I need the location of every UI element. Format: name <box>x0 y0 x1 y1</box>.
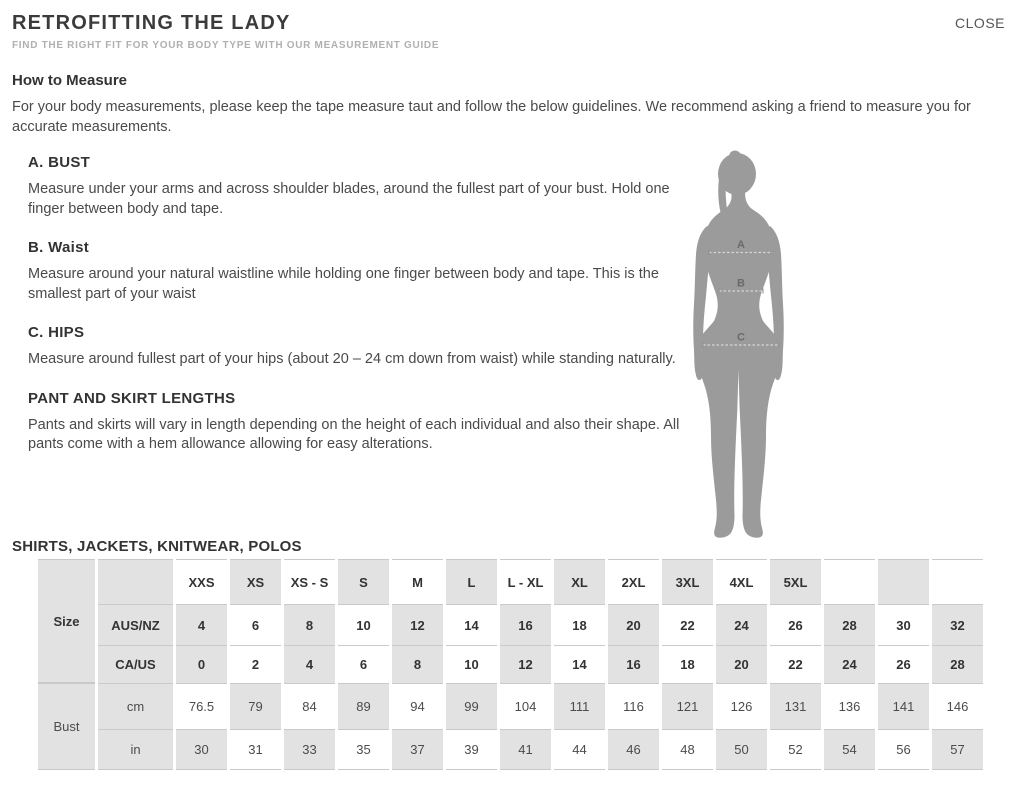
size-value-cell: 35 <box>338 729 389 770</box>
row-group-bust: Bust <box>38 683 95 770</box>
how-to-measure-intro: For your body measurements, please keep the tape measure taut and follow the below guidelines. We recommend asking a friend to measure you for accurate measurements. <box>12 99 971 135</box>
marker-c-label: C <box>737 331 745 344</box>
size-chart-body <box>38 559 983 770</box>
size-value-cell: 12 <box>392 604 443 645</box>
how-to-measure-section <box>12 72 1011 137</box>
size-value-cell: 26 <box>770 604 821 645</box>
section-pant-skirt <box>28 390 688 455</box>
section-waist-body: Measure around your natural waistline while holding one finger between body and tape. This is the smallest part of your waist <box>28 266 659 302</box>
size-col-header: S <box>338 559 389 604</box>
size-value-cell: 56 <box>878 729 929 770</box>
row-label: AUS/NZ <box>98 604 173 645</box>
body-silhouette-figure <box>683 148 800 540</box>
row-label: cm <box>98 683 173 729</box>
size-value-cell: 89 <box>338 683 389 729</box>
size-col-header: 3XL <box>662 559 713 604</box>
size-value-cell: 28 <box>932 645 983 683</box>
size-value-cell: 22 <box>662 604 713 645</box>
size-value-cell: 20 <box>716 645 767 683</box>
section-waist-heading: B. Waist <box>28 239 90 256</box>
size-chart-table <box>35 559 986 770</box>
row-label: CA/US <box>98 645 173 683</box>
header-spacer-cell <box>98 559 173 604</box>
size-chart-section <box>12 538 1003 770</box>
size-value-cell: 28 <box>824 604 875 645</box>
size-col-header: XL <box>554 559 605 604</box>
size-value-cell: 14 <box>446 604 497 645</box>
size-col-header: L <box>446 559 497 604</box>
size-value-cell: 4 <box>284 645 335 683</box>
size-col-header: 4XL <box>716 559 767 604</box>
size-value-cell: 48 <box>662 729 713 770</box>
size-value-cell: 33 <box>284 729 335 770</box>
size-col-header: L - XL <box>500 559 551 604</box>
size-value-cell: 14 <box>554 645 605 683</box>
size-col-header: XS - S <box>284 559 335 604</box>
size-value-cell: 141 <box>878 683 929 729</box>
size-value-cell: 4 <box>176 604 227 645</box>
size-value-cell: 10 <box>446 645 497 683</box>
size-value-cell: 24 <box>824 645 875 683</box>
size-value-cell: 6 <box>338 645 389 683</box>
size-value-cell: 94 <box>392 683 443 729</box>
size-value-cell: 0 <box>176 645 227 683</box>
page-title: RETROFITTING THE LADY <box>12 12 291 34</box>
section-bust <box>28 154 688 219</box>
size-value-cell: 50 <box>716 729 767 770</box>
size-value-cell: 52 <box>770 729 821 770</box>
size-value-cell: 24 <box>716 604 767 645</box>
size-value-cell: 54 <box>824 729 875 770</box>
size-value-cell: 16 <box>608 645 659 683</box>
size-col-header: 5XL <box>770 559 821 604</box>
size-value-cell: 31 <box>230 729 281 770</box>
size-chart-title: SHIRTS, JACKETS, KNITWEAR, POLOS <box>12 538 302 555</box>
measure-instruction-sections <box>28 152 688 455</box>
silhouette-svg <box>683 148 800 540</box>
page-subtitle: FIND THE RIGHT FIT FOR YOUR BODY TYPE WITH OUR MEASUREMENT GUIDE <box>12 40 440 51</box>
section-hips-heading: C. HIPS <box>28 324 85 341</box>
marker-b-label: B <box>737 277 745 290</box>
size-value-cell: 10 <box>338 604 389 645</box>
size-value-cell: 79 <box>230 683 281 729</box>
size-value-cell: 126 <box>716 683 767 729</box>
size-col-header: M <box>392 559 443 604</box>
size-value-cell: 39 <box>446 729 497 770</box>
size-value-cell: 30 <box>878 604 929 645</box>
silhouette-shape <box>693 151 784 538</box>
size-value-cell: 104 <box>500 683 551 729</box>
size-value-cell: 22 <box>770 645 821 683</box>
size-value-cell: 116 <box>608 683 659 729</box>
size-value-cell: 121 <box>662 683 713 729</box>
size-value-cell: 18 <box>662 645 713 683</box>
section-bust-body: Measure under your arms and across shoulder blades, around the fullest part of your bust. Hold one finger between body and tape. <box>28 181 670 217</box>
section-bust-heading: A. BUST <box>28 154 91 171</box>
size-value-cell: 32 <box>932 604 983 645</box>
size-value-cell: 20 <box>608 604 659 645</box>
size-value-cell: 41 <box>500 729 551 770</box>
size-value-cell: 12 <box>500 645 551 683</box>
size-value-cell: 46 <box>608 729 659 770</box>
size-col-header: XXS <box>176 559 227 604</box>
silhouette-topknot <box>730 151 741 160</box>
section-hips-body: Measure around fullest part of your hips (about 20 – 24 cm down from waist) while standing naturally. <box>28 351 676 367</box>
row-group-size: Size <box>38 559 95 683</box>
size-value-cell: 16 <box>500 604 551 645</box>
size-col-header: 2XL <box>608 559 659 604</box>
row-label: in <box>98 729 173 770</box>
size-value-cell: 2 <box>230 645 281 683</box>
title-block <box>12 12 439 51</box>
section-pant-skirt-body: Pants and skirts will vary in length depending on the height of each individual and also their shape. All pants come with a hem allowance allowing for easy alterations. <box>28 416 680 452</box>
section-hips <box>28 324 688 370</box>
how-to-measure-heading: How to Measure <box>12 72 128 89</box>
size-value-cell: 131 <box>770 683 821 729</box>
size-value-cell: 111 <box>554 683 605 729</box>
size-value-cell: 76.5 <box>176 683 227 729</box>
size-value-cell: 146 <box>932 683 983 729</box>
size-col-header <box>824 559 875 604</box>
marker-a-label: A <box>737 239 745 251</box>
close-button[interactable]: CLOSE <box>955 15 1005 31</box>
size-value-cell: 6 <box>230 604 281 645</box>
section-waist <box>28 239 688 304</box>
size-value-cell: 8 <box>392 645 443 683</box>
section-pant-skirt-heading: PANT AND SKIRT LENGTHS <box>28 389 236 407</box>
size-col-header <box>932 559 983 604</box>
size-value-cell: 57 <box>932 729 983 770</box>
size-value-cell: 37 <box>392 729 443 770</box>
size-value-cell: 26 <box>878 645 929 683</box>
size-value-cell: 136 <box>824 683 875 729</box>
size-value-cell: 44 <box>554 729 605 770</box>
modal-header <box>12 12 1005 51</box>
size-col-header <box>878 559 929 604</box>
size-value-cell: 99 <box>446 683 497 729</box>
size-col-header: XS <box>230 559 281 604</box>
size-value-cell: 18 <box>554 604 605 645</box>
size-value-cell: 84 <box>284 683 335 729</box>
size-value-cell: 8 <box>284 604 335 645</box>
size-value-cell: 30 <box>176 729 227 770</box>
